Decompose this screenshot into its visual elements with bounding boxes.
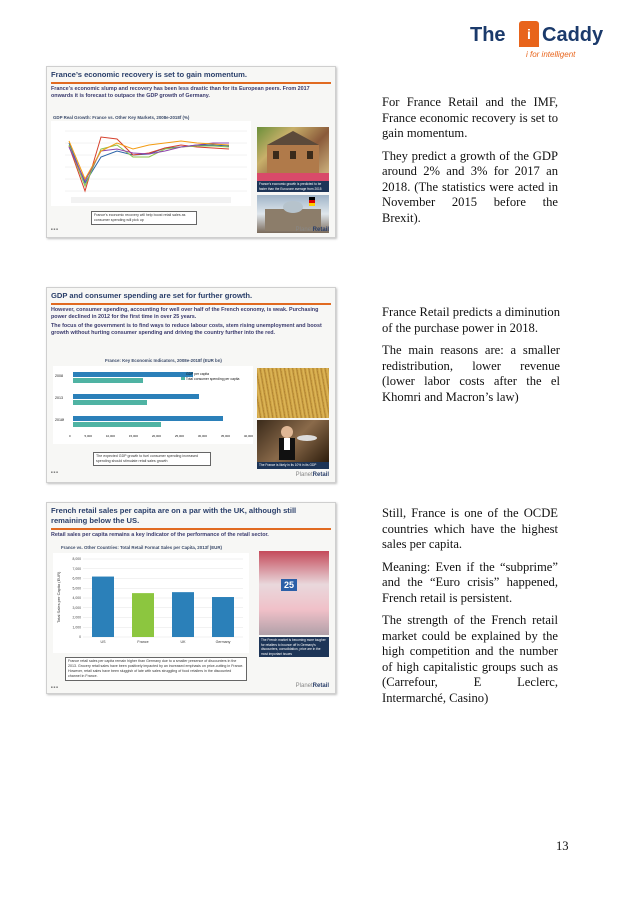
slide2-legend-item-1 — [181, 377, 239, 382]
text-block-3 — [382, 506, 558, 713]
slide2-x-axis — [69, 434, 253, 438]
slide2-bar-chart — [53, 366, 253, 444]
slide3-chart-title: France vs. Other Countries: Total Retail Format Sales per Capita, 2013f (EUR) — [61, 545, 222, 550]
slide3-note: France retail sales per capita remain higher than Germany due to a smaller presence of discounters in the 2013. Grocery retail sales have been positively impacted by an increased emphasis on price-cutting in France. However, retail sales have been sluggish of late with sales struggling of food retailers in the discounted channel in France. — [65, 657, 247, 681]
slide2-chart-title: France: Key Economic Indicators, 2008e-2018f (EUR bn) — [105, 358, 222, 363]
slide3-source: ■ ■ ■ — [51, 685, 59, 689]
y-tick-label: 0 — [79, 635, 81, 640]
slide1-title: France’s economic recovery is set to gain momentum. — [51, 70, 247, 79]
slide3-brand — [296, 683, 329, 689]
slide2-note: The expected GDP growth to fuel consumer spending increased spending should stimulate retail sales growth — [93, 452, 211, 466]
slide2-bar-spend-2018 — [73, 422, 161, 427]
slide1-brand-b: Retail — [312, 227, 329, 233]
slide2-legend-label-1: Total consumer spending per capita — [185, 377, 240, 381]
slide2-subtitle2: The focus of the government is to find ways to reduce labour costs, stem rising unemployment and boost growth without hurting consumer spending and driving the country further into the red. — [51, 323, 322, 336]
slide2-bar-gdp-2013 — [73, 394, 199, 399]
text1-paragraph-1: For France Retail and the IMF, France economic recovery is set to gain momentum. — [382, 95, 558, 140]
y-tick-label: 6,000 — [72, 576, 81, 581]
x-label-germany: Germany — [215, 640, 231, 644]
slide-retail-sales-per-capita — [46, 502, 336, 694]
slide1-subtitle: France’s economic slump and recovery has been less drastic than for its European peers. From 2017 onwards it is forecast to outpace the GDP growth of Germany. — [51, 86, 310, 99]
text3-paragraph-3: The strength of the French retail market could be explained by the high competition and the number of high capitalistic groups such as (Carrefour, E Leclerc, Intermarché, Casino) — [382, 613, 558, 705]
slide3-brand-a: Planet — [295, 683, 313, 689]
slide1-source: ■ ■ ■ — [51, 227, 59, 231]
slide2-photo-waiter — [257, 420, 329, 464]
y-tick-label: 3,000 — [72, 605, 81, 610]
slide2-brand-b: Retail — [312, 472, 329, 478]
slide2-bar-spend-2008 — [73, 378, 143, 383]
y-tick-label: 1,000 — [72, 625, 81, 630]
slide2-legend-label-0: GDP per capita — [185, 372, 210, 376]
slide-economic-recovery — [46, 66, 336, 238]
slide2-title-rule — [51, 303, 331, 305]
slide3-brand-b: Retail — [312, 683, 329, 689]
logo-tagline: i for intelligent — [526, 50, 576, 59]
y-tick-label: 5,000 — [72, 586, 81, 591]
slide2-year-1: 2013 — [55, 396, 63, 400]
slide1-chart-title: GDP Real Growth: France vs. Other Key Markets, 2008e-2018f (%) — [53, 115, 190, 120]
text2-paragraph-1: France Retail predicts a diminution of the purchase power in 2018. — [382, 305, 560, 335]
price-tag: 25 — [281, 579, 297, 591]
slide2-source: ■ ■ ■ — [51, 470, 59, 474]
slide1-brand — [296, 227, 329, 233]
slide3-ylabel: Total Sales per Capita (EUR) — [56, 571, 61, 623]
slide2-bar-gdp-2008 — [73, 372, 193, 377]
slide2-brand — [296, 472, 329, 478]
y-tick-label: 2,000 — [72, 615, 81, 620]
slide2-photo-caption: The France is likely in its 10% in its GDP — [257, 462, 329, 469]
slide2-bar-gdp-2018 — [73, 416, 223, 421]
y-tick-label: 7,000 — [72, 566, 81, 571]
bar-germany — [212, 597, 234, 637]
slide1-line-chart — [51, 121, 251, 206]
slide2-subtitle1: However, consumer spending, accounting for well over half of the French economy, is weak. Purchasing power declined in 2012 for the first time in over 25 years. — [51, 307, 319, 320]
slide3-photo-store — [259, 551, 329, 635]
slide1-photo-caption: France’s economic growth is predicted to be faster than the Eurozone average from 2015 — [257, 181, 329, 192]
text2-paragraph-2: The main reasons are: a smaller redistribution, lower revenue (lower labor costs after the el Khomri and Macron’s law) — [382, 343, 560, 404]
text-block-1 — [382, 95, 558, 233]
x-tick-0: 0 — [69, 434, 71, 438]
logo-text-caddy: Caddy — [542, 24, 604, 46]
text3-paragraph-2: Meaning: Even if the “subprime” and the “Euro crisis” happened, French retail is persistent. — [382, 559, 558, 605]
y-tick-label: 4,000 — [72, 596, 81, 601]
slide2-brand-a: Planet — [295, 472, 313, 478]
slide2-legend — [181, 372, 239, 382]
slide2-bar-spend-2013 — [73, 400, 147, 405]
x-tick-1: 5,000 — [84, 434, 92, 438]
text-block-2 — [382, 305, 560, 412]
slide3-title: French retail sales per capita are on a par with the UK, although still remaining below the US. — [51, 506, 297, 525]
page-number: 13 — [556, 839, 569, 853]
slide1-brand-a: Planet — [295, 227, 313, 233]
x-tick-7: 35,000 — [220, 434, 230, 438]
x-label-us: US — [100, 640, 106, 644]
waiter-illustration — [257, 420, 329, 464]
x-label-uk: UK — [180, 640, 186, 644]
slide2-year-2: 2018f — [55, 418, 64, 422]
logo-text-the: The — [470, 24, 506, 46]
x-tick-4: 20,000 — [151, 434, 161, 438]
company-logo — [470, 18, 620, 62]
slide1-photo-chateau — [257, 127, 329, 181]
slide-gdp-consumer-spending — [46, 287, 336, 483]
bar-us — [92, 577, 114, 637]
text1-paragraph-2: They predict a growth of the GDP around 2% and 3% for 2017 an 2018. (The statistics were acted in November 2015 before the Brexit). — [382, 148, 558, 225]
text3-paragraph-1: Still, France is one of the OCDE countries which have the highest sales per capita. — [382, 506, 558, 551]
x-tick-3: 15,000 — [128, 434, 138, 438]
x-tick-2: 10,000 — [105, 434, 115, 438]
slide3-bar-chart — [53, 553, 249, 653]
x-label-france: France — [137, 640, 149, 644]
slide2-photo-wheat — [257, 368, 329, 418]
bar-uk — [172, 592, 194, 637]
legend-swatch-spending — [181, 377, 185, 380]
slide3-photo-caption: The French market is becoming more tougher for retailers to bounce off in Germany's discounters, consolidation, price are in the most important issues — [259, 637, 329, 657]
y-tick-label: 8,000 — [72, 557, 81, 562]
slide1-note: France’s economic recovery will help boost retail sales as consumer spending will pick up — [91, 211, 197, 225]
slide1-title-rule — [51, 82, 331, 84]
slide3-subtitle: Retail sales per capita remains a key indicator of the performance of the retail sector. — [51, 532, 269, 538]
legend-swatch-gdp — [181, 372, 185, 375]
slide2-year-0: 2008 — [55, 374, 63, 378]
slide2-title: GDP and consumer spending are set for further growth. — [51, 291, 253, 300]
slide3-title-rule — [51, 528, 331, 530]
x-tick-6: 30,000 — [197, 434, 207, 438]
bar-france — [132, 593, 154, 637]
chateau-illustration — [257, 127, 329, 181]
x-tick-5: 25,000 — [174, 434, 184, 438]
logo-i-block: i — [519, 21, 539, 47]
x-tick-8: 40,000 — [243, 434, 253, 438]
